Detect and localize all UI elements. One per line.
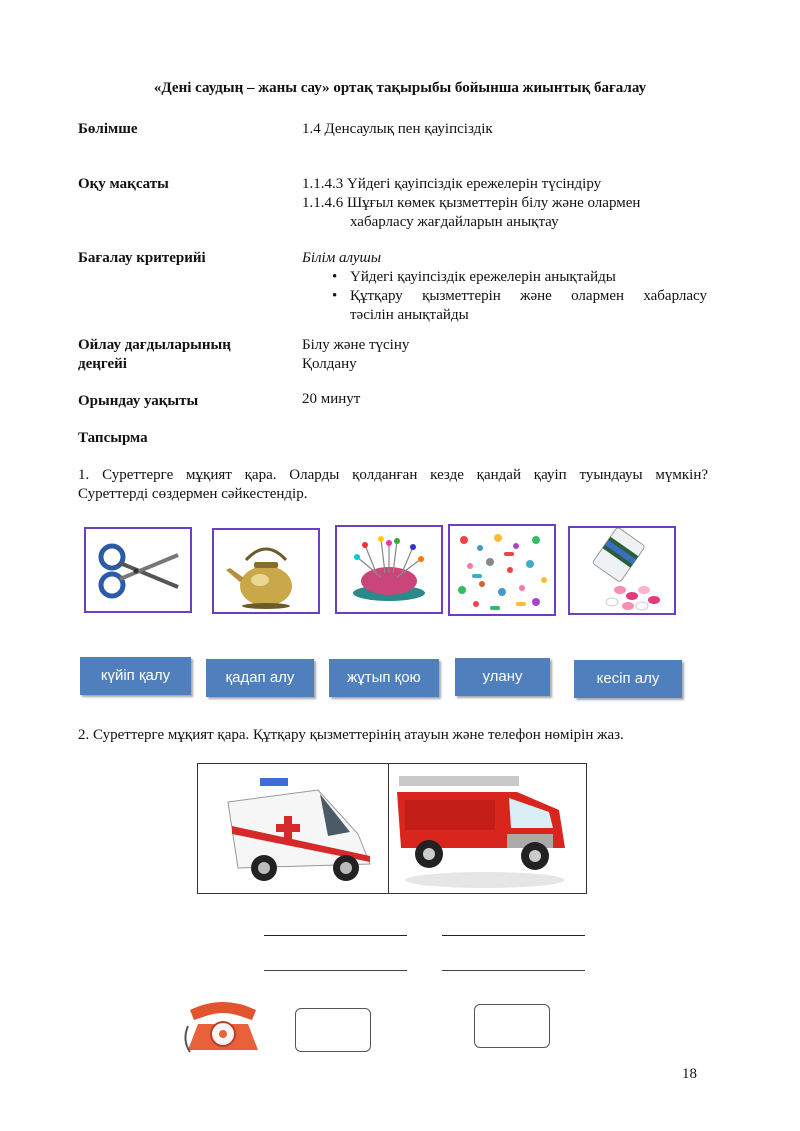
task1-line2: Суреттерді сөздермен сәйкестендір.	[78, 486, 308, 502]
section-label: Бөлімше	[78, 121, 138, 137]
page-number: 18	[682, 1066, 697, 1082]
goals-value	[302, 175, 707, 232]
criteria-bullet-2-cont: тәсілін анықтайды	[350, 307, 469, 323]
task1-text	[78, 466, 708, 504]
page-title: «Дені саудың – жаны сау» ортақ тақырыбы бойынша жиынтық бағалау	[153, 80, 647, 96]
task-heading: Тапсырма	[78, 430, 148, 446]
answer-line-4[interactable]	[442, 970, 585, 971]
answer-line-3[interactable]	[264, 970, 407, 971]
answer-line-2[interactable]	[442, 935, 585, 936]
goal-2-cont: хабарласу жағдайларын анықтау	[350, 214, 559, 230]
fire-truck-cell	[389, 764, 586, 893]
task2-text: 2. Суреттерге мұқият қара. Құтқару қызметтерінің атауын және телефон нөмірін жаз.	[78, 727, 624, 743]
pills-scattered-icon	[450, 526, 554, 614]
criteria-list	[302, 268, 707, 325]
telephone-picture	[180, 996, 266, 1056]
word-poison-button[interactable]: улану	[455, 658, 550, 696]
word-swallow-button[interactable]: жұтып қою	[329, 659, 439, 697]
levels-label-line1: Ойлау дағдыларының	[78, 337, 231, 353]
goal-2: 1.1.4.6 Шұғыл көмек қызметтерін білу және олармен	[302, 195, 641, 211]
criteria-value	[302, 249, 707, 325]
criteria-intro: Білім алушы	[302, 250, 382, 266]
word-prick-button[interactable]: қадап алу	[206, 659, 314, 697]
medicine-bottle-icon	[570, 528, 674, 613]
ambulance-number-box[interactable]	[295, 1008, 371, 1052]
pincushion-icon	[337, 527, 441, 612]
time-label: Орындау уақыты	[78, 393, 199, 409]
medicine-bottle-picture[interactable]	[568, 526, 676, 615]
scissors-picture[interactable]	[84, 527, 192, 613]
fire-number-box[interactable]	[474, 1004, 550, 1048]
time-value: 20 минут	[302, 391, 361, 407]
level-1: Білу және түсіну	[302, 337, 410, 353]
section-value: 1.4 Денсаулық пен қауіпсіздік	[302, 121, 493, 137]
word-burn-button[interactable]: күйіп қалу	[80, 657, 191, 695]
criteria-label: Бағалау критерийі	[78, 250, 206, 266]
goals-label: Оқу мақсаты	[78, 176, 169, 192]
fire-truck-icon	[389, 764, 586, 893]
ambulance-cell	[198, 764, 389, 893]
pills-picture[interactable]	[448, 524, 556, 616]
levels-label	[78, 336, 231, 374]
goal-1: 1.1.4.3 Үйдегі қауіпсіздік ережелерін түсіндіру	[302, 176, 602, 192]
pincushion-picture[interactable]	[335, 525, 443, 614]
answer-line-1[interactable]	[264, 935, 407, 936]
kettle-icon	[214, 530, 318, 612]
kettle-picture[interactable]	[212, 528, 320, 614]
telephone-icon	[180, 996, 266, 1056]
scissors-icon	[86, 529, 190, 611]
criteria-bullet-1: • Үйдегі қауіпсіздік ережелерін анықтайды	[326, 268, 707, 287]
word-cut-button[interactable]: кесіп алу	[574, 660, 682, 698]
vehicles-table	[197, 763, 587, 894]
criteria-bullet-2: • Құтқару қызметтерін және олармен хабарласу	[326, 287, 707, 306]
level-2: Қолдану	[302, 356, 357, 372]
task1-line1: 1. Суреттерге мұқият қара. Оларды қолданған кезде қандай қауіп туындауы мүмкін?	[78, 467, 708, 483]
ambulance-icon	[198, 764, 388, 893]
levels-value	[302, 336, 707, 374]
levels-label-line2: деңгейі	[78, 356, 127, 372]
